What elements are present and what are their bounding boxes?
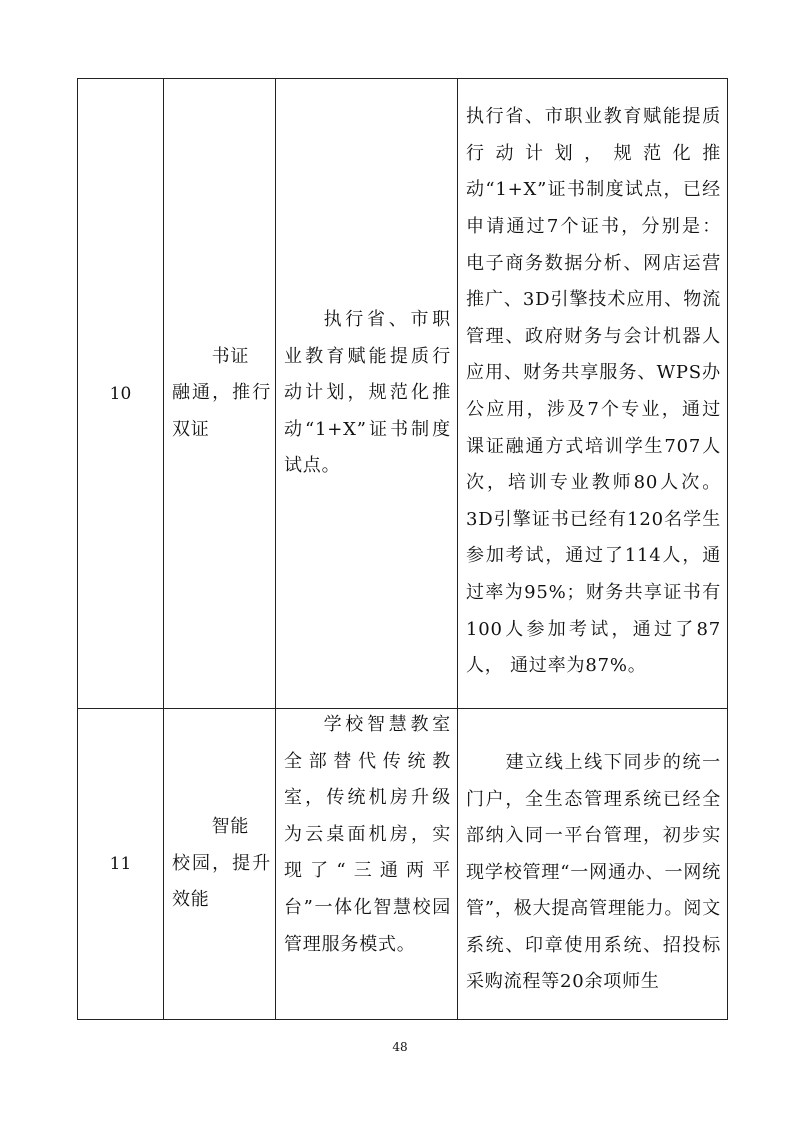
item-title-line1: 书证 — [211, 345, 250, 367]
measure-cell — [276, 79, 458, 709]
table-row — [78, 709, 728, 1020]
item-title-line2: 融通，推行双证 — [172, 382, 271, 440]
measure-cell — [276, 709, 458, 1020]
item-cell — [164, 79, 276, 709]
measure-text: 执行省、市职业教育赋能提质行动计划，规范化推动“1+X”证书制度试点。 — [284, 309, 451, 477]
item-title-line2: 校园，提升效能 — [172, 852, 271, 911]
row-number: 10 — [78, 79, 164, 709]
result-cell — [458, 79, 728, 709]
result-text: 执行省、市职业教育赋能提质行动计划，规范化推动“1+X”证书制度试点，已经申请通过7个证书，分别是：电子商务数据分析、网店运营推广、3D引擎技术应用、物流管理、政府财务与会计机器人应用、财务共享服务、WPS办公应用，涉及7个专业，通过课证融通方式培训学生707人次，培训专业教师80人次。3D引擎证书已经有120名学生参加考试，通过了114人，通过率为95%；财务共享证书有100人参加考试，通过了87人， 通过率为87%。 — [466, 106, 721, 677]
item-cell — [164, 709, 276, 1020]
measure-text: 学校智慧教室全部替代传统教室，传统机房升级为云桌面机房，实现了“三通两平台”一体化智慧校园管理服务模式。 — [284, 714, 451, 955]
item-title-line1: 智能 — [211, 816, 250, 838]
measures-table — [77, 78, 728, 1020]
result-text: 建立线上线下同步的统一门户，全生态管理系统已经全部纳入同一平台管理，初步实现学校管理“一网通办、一网统管”，极大提高管理能力。阅文系统、印章使用系统、招投标采购流程等20余项师生 — [466, 751, 721, 993]
page-number: 48 — [392, 1040, 408, 1054]
result-cell — [458, 709, 728, 1020]
row-number: 11 — [78, 709, 164, 1020]
table-row — [78, 79, 728, 709]
